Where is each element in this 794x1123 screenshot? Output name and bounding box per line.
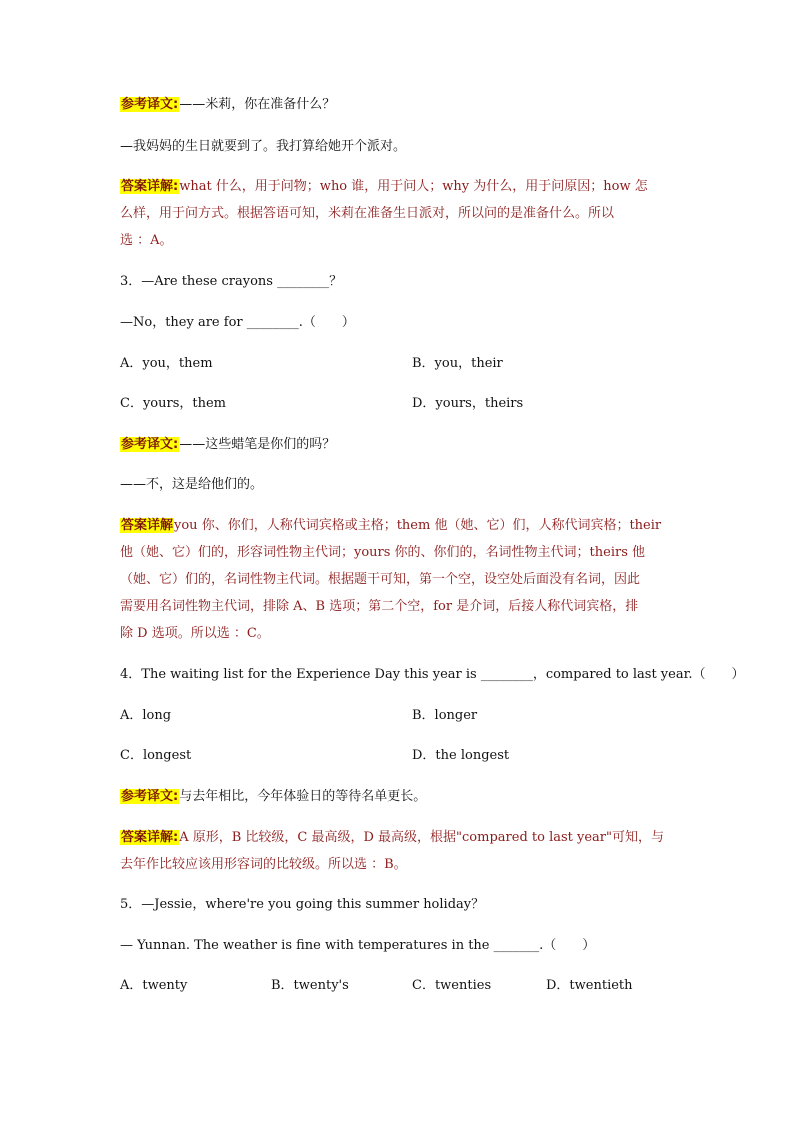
translation-text: ——这些蜡笔是你们的吗？ <box>179 437 336 452</box>
q4-option-a: A．long <box>120 708 172 723</box>
q3-option-d: D．yours，theirs <box>412 396 524 411</box>
q5-option-a: A．twenty <box>120 978 188 993</box>
q5-option-c: C．twenties <box>412 978 492 993</box>
q3-analysis-line-4: 需要用名词性物主代词，排除 A、B 选项；第二个空，for 是介词，后接人称代词宾格，排 <box>120 599 639 614</box>
q3-analysis-line-5: 除 D 选项。所以选 ：C。 <box>120 626 270 641</box>
q2-translation-line-2: —我妈妈的生日就要到了。我打算给她开个派对。 <box>120 139 407 154</box>
translation-label: 参考译文: <box>121 97 179 112</box>
q2-analysis-line-1 <box>120 179 648 195</box>
q4-analysis-line-2: 去年作比较应该用形容词的比较级。所以选 ：B。 <box>120 857 407 872</box>
q3-analysis-line-2: 他（她、它）们的，形容词性物主代词；yours 你的、你们的，名词性物主代词；theirs 他 <box>120 545 646 560</box>
translation-label: 参考译文: <box>121 437 179 452</box>
q3-translation-line-2: ——不，这是给他们的。 <box>120 477 264 492</box>
q5-stem-line-1: 5．—Jessie，where're you going this summer holiday？ <box>120 897 485 912</box>
q3-analysis-line-3: （她、它）们的，名词性物主代词。根据题干可知，第一个空，设空处后面没有名词，因此 <box>120 572 641 587</box>
q4-option-d: D．the longest <box>412 748 510 763</box>
q4-translation <box>120 789 426 805</box>
q4-option-c: C．longest <box>120 748 192 763</box>
q3-stem-line-1: 3．—Are these crayons ________？ <box>120 274 343 289</box>
q5-stem-line-2: — Yunnan. The weather is fine with temperatures in the _______.（ ） <box>120 938 596 953</box>
q4-analysis-line-1 <box>120 830 664 846</box>
analysis-text: what 什么，用于问物；who 谁，用于问人；why 为什么，用于问原因；how 怎 <box>179 179 648 194</box>
translation-label: 参考译文: <box>121 789 179 804</box>
q5-option-d: D．twentieth <box>546 978 633 993</box>
q2-analysis-line-3: 选 ：A。 <box>120 233 173 248</box>
q3-option-b: B．you，their <box>412 356 503 371</box>
q2-analysis-line-2: 么样，用于问方式。根据答语可知，米莉在准备生日派对，所以问的是准备什么。所以 <box>120 206 615 221</box>
q2-translation-line-1 <box>120 97 335 113</box>
translation-text: ——米莉，你在准备什么？ <box>179 97 336 112</box>
q3-translation-line-1 <box>120 437 335 453</box>
q3-option-a: A．you，them <box>120 356 213 371</box>
q4-stem: 4．The waiting list for the Experience Day this year is ________，compared to last year.（ ） <box>120 667 745 682</box>
q3-option-c: C．yours，them <box>120 396 226 411</box>
analysis-label: 答案详解 <box>121 518 174 533</box>
analysis-text: you 你、你们，人称代词宾格或主格；them 他（她、它）们，人称代词宾格；their <box>174 518 662 533</box>
analysis-text: A 原形，B 比较级，C 最高级，D 最高级，根据"compared to last year"可知，与 <box>179 830 664 845</box>
q4-option-b: B．longer <box>412 708 478 723</box>
analysis-label: 答案详解: <box>121 830 179 845</box>
q3-analysis-line-1 <box>120 518 661 534</box>
q3-stem-line-2: —No，they are for ________.（ ） <box>120 315 355 330</box>
q5-option-b: B．twenty's <box>271 978 349 993</box>
analysis-label: 答案详解: <box>121 179 179 194</box>
translation-text: 与去年相比，今年体验日的等待名单更长。 <box>179 789 427 804</box>
